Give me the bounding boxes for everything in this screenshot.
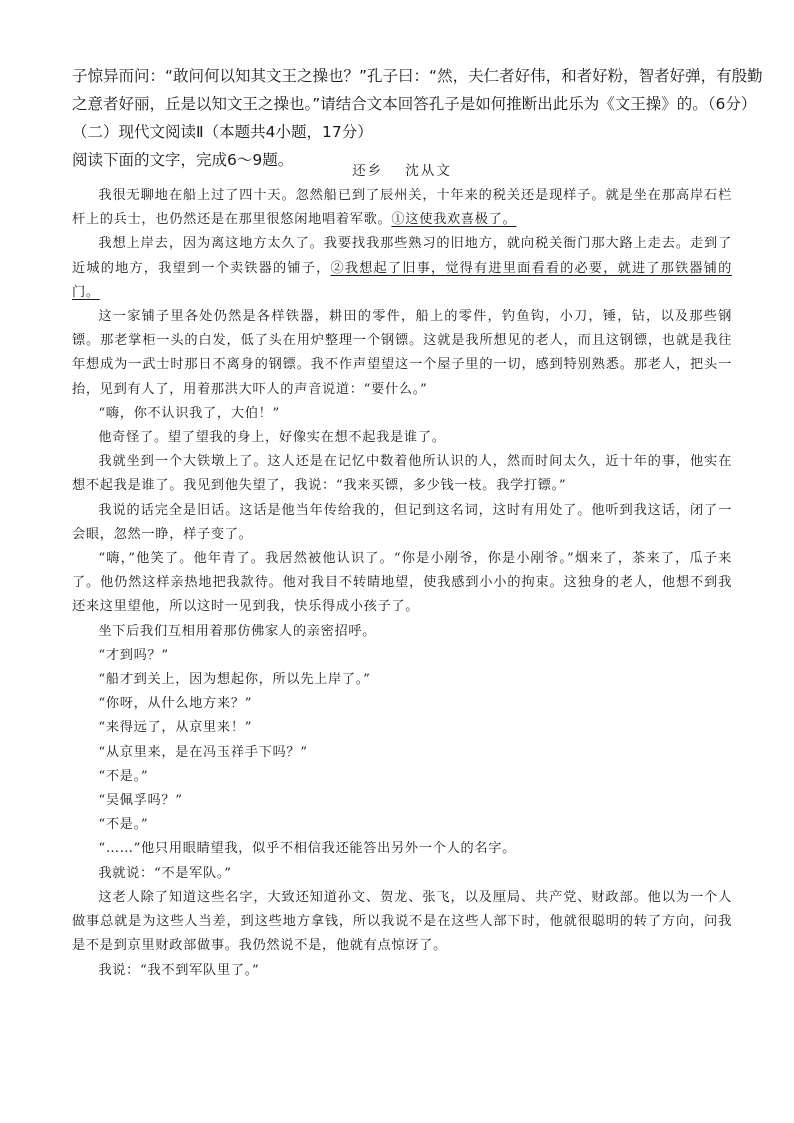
section-heading: （二）现代文阅读Ⅱ（本题共4小题，17分） xyxy=(72,123,373,141)
underlined-sentence-1: ①这使我欢喜极了。 xyxy=(391,212,517,228)
paragraph-11: 这老人除了知道这些名字，大致还知道孙文、贺龙、张飞，以及厘局、共产党、财政部。他以为一个人做事总就是为这些人当差，到这些地方拿钱，所以我说不是在这些人部下时，他就很聪明的转了方向，问我是不是到京里财政部做事。我仍然说不是，他就有点惊讶了。 xyxy=(72,889,732,954)
paragraph-7: 我说的话完全是旧话。这话是他当年传给我的，但记到这名词，这时有用处了。他听到我这话，闭了一会眼，忽然一睁，样子变了。 xyxy=(72,502,732,542)
dialogue-line-8: “不是。” xyxy=(98,817,149,833)
dialogue-line-5: “从京里来，是在冯玉祥手下吗？” xyxy=(98,744,308,760)
paragraph-12: 我说：“我不到军队里了。” xyxy=(98,962,260,978)
paragraph-1-text: 我很无聊地在船上过了四十天。忽然船已到了辰州关，十年来的税关还是现样子。就是坐在那高岸石栏杆上的兵士，也仍然还是在那里很悠闲地唱着军歌。 xyxy=(72,188,732,228)
paragraph-10: 我就说：“不是军队。” xyxy=(98,865,232,881)
section-instruction: 阅读下面的文字，完成6～9题。 xyxy=(72,151,294,169)
question-text-line-2: 之意者好丽，丘是以知文王之操也。”请结合文本回答孔子是如何推断出此乐为《文王操》的。（6分） xyxy=(72,95,757,113)
paragraph-1 xyxy=(72,184,732,232)
paragraph-2 xyxy=(72,232,732,305)
dialogue-line-4: “来得远了，从京里来！” xyxy=(98,720,253,736)
paragraph-2-text: 我想上岸去，因为离这地方太久了。我要找我那些熟习的旧地方，就向税关衙门那大路上走去。走到了近城的地方，我望到一个卖铁器的铺子， xyxy=(72,236,732,276)
dialogue-line-9: “……”他只用眼睛望我，似乎不相信我还能答出另外一个人的名字。 xyxy=(98,841,517,857)
paragraph-6: 我就坐到一个大铁墩上了。这人还是在记忆中数着他所认识的人，然而时间太久，近十年的事，他实在想不起我是谁了。我见到他失望了，我说：“我来买镖，多少钱一枝。我学打镖。” xyxy=(72,454,732,494)
question-text-line-1: 子惊异而问：“敢问何以知其文王之操也？”孔子曰：“然，夫仁者好伟，和者好粉，智者好弹，有殷勤 xyxy=(72,67,763,85)
dialogue-line-2: “船才到关上，因为想起你，所以先上岸了。” xyxy=(98,672,371,688)
question-block xyxy=(72,62,763,174)
story-text xyxy=(72,160,732,983)
story-title-row xyxy=(72,160,732,182)
dialogue-line-1: “才到吗？” xyxy=(98,647,169,663)
dialogue-line-7: “吴佩孚吗？” xyxy=(98,793,183,809)
paragraph-4: “嗨，你不认识我了，大伯！” xyxy=(98,405,280,421)
underlined-sentence-2: ②我想起了旧事，觉得有进里面看看的必要，就进了那铁器铺的门。 xyxy=(72,260,732,300)
paragraph-9: 坐下后我们互相用着那仿佛家人的亲密招呼。 xyxy=(98,623,377,639)
story-author: 沈从文 xyxy=(405,163,452,179)
paragraph-3: 这一家铺子里各处仍然是各样铁器，耕田的零件，船上的零件，钓鱼钩，小刀，锤，钻，以及那些钢镖。那老掌柜一头的白发，低了头在用炉整理一个钢镖。这就是我所想见的老人，而且这钢镖，也就是我往年想成为一武士时那日不离身的钢镖。我不作声望望这一个屋子里的一切，感到特别熟悉。那老人，把头一抬，见到有人了，用着那洪大吓人的声音说道：“要什么。” xyxy=(72,309,732,397)
paragraph-8: “嗨，”他笑了。他年青了。我居然被他认识了。“你是小剐爷，你是小剐爷。”烟来了，茶来了，瓜子来了。他仍然这样亲热地把我款待。他对我目不转睛地望，使我感到小小的拘束。这独身的老人，他想不到我还来这里望他，所以这时一见到我，快乐得成小孩子了。 xyxy=(72,551,732,615)
dialogue-line-3: “你呀，从什么地方来？” xyxy=(98,696,253,712)
paragraph-5: 他奇怪了。望了望我的身上，好像实在想不起我是谁了。 xyxy=(98,430,446,446)
dialogue-line-6: “不是。” xyxy=(98,768,149,784)
story-title: 还乡 xyxy=(352,163,384,179)
